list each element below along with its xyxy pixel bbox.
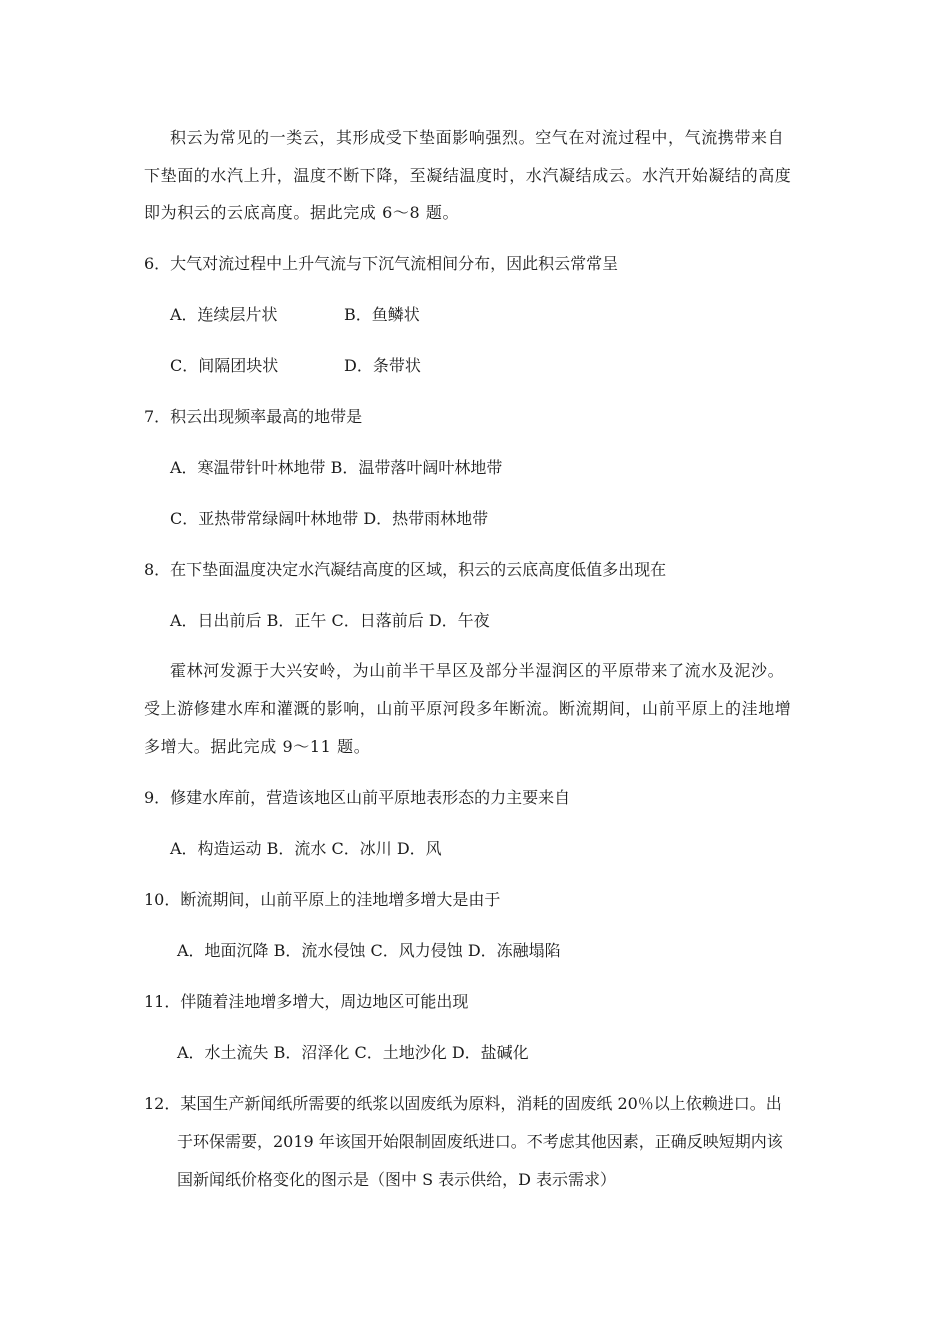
question-7-stem: 7．积云出现频率最高的地带是 (144, 407, 363, 426)
question-11-options: A．水土流失 B．沼泽化 C．土地沙化 D．盐碱化 (177, 1043, 529, 1062)
question-8-options: A．日出前后 B．正午 C．日落前后 D．午夜 (170, 611, 490, 630)
question-11-stem: 11．伴随着洼地增多增大，周边地区可能出现 (144, 992, 469, 1011)
question-10-options: A．地面沉降 B．流水侵蚀 C．风力侵蚀 D．冻融塌陷 (177, 941, 561, 960)
passage-1-line-1: 积云为常见的一类云，其形成受下垫面影响强烈。空气在对流过程中，气流携带来自 (170, 128, 785, 147)
question-12-stem-line-2: 于环保需要，2019 年该国开始限制固废纸进口。不考虑其他因素，正确反映短期内该 (177, 1132, 783, 1151)
question-9-options: A．构造运动 B．流水 C．冰川 D．风 (170, 839, 442, 858)
question-12-stem-line-1: 12．某国生产新闻纸所需要的纸浆以固废纸为原料，消耗的固废纸 20％以上依赖进口。出 (144, 1094, 782, 1113)
question-6-stem: 6．大气对流过程中上升气流与下沉气流相间分布，因此积云常常呈 (144, 254, 619, 273)
question-6-option-d: D．条带状 (344, 356, 421, 375)
question-9-stem: 9．修建水库前，营造该地区山前平原地表形态的力主要来自 (144, 788, 571, 807)
question-12-stem-line-3: 国新闻纸价格变化的图示是（图中 S 表示供给，D 表示需求） (177, 1170, 617, 1189)
passage-2-line-3: 多增大。据此完成 9～11 题。 (144, 737, 371, 756)
passage-1-line-3: 即为积云的云底高度。据此完成 6～8 题。 (144, 203, 460, 222)
question-6-option-b: B．鱼鳞状 (344, 305, 420, 324)
passage-2-line-2: 受上游修建水库和灌溉的影响，山前平原河段多年断流。断流期间，山前平原上的洼地增 (144, 699, 792, 718)
question-8-stem: 8．在下垫面温度决定水汽凝结高度的区域，积云的云底高度低值多出现在 (144, 560, 667, 579)
question-6-option-a: A．连续层片状 (170, 305, 278, 324)
question-6-option-c: C．间隔团块状 (170, 356, 279, 375)
question-7-options-cd: C．亚热带常绿阔叶林地带 D．热带雨林地带 (170, 509, 489, 528)
question-10-stem: 10．断流期间，山前平原上的洼地增多增大是由于 (144, 890, 501, 909)
passage-2-line-1: 霍林河发源于大兴安岭，为山前半干旱区及部分半湿润区的平原带来了流水及泥沙。 (170, 661, 785, 680)
question-7-options-ab: A．寒温带针叶林地带 B．温带落叶阔叶林地带 (170, 458, 503, 477)
passage-1-line-2: 下垫面的水汽上升，温度不断下降，至凝结温度时，水汽凝结成云。水汽开始凝结的高度 (144, 166, 792, 185)
